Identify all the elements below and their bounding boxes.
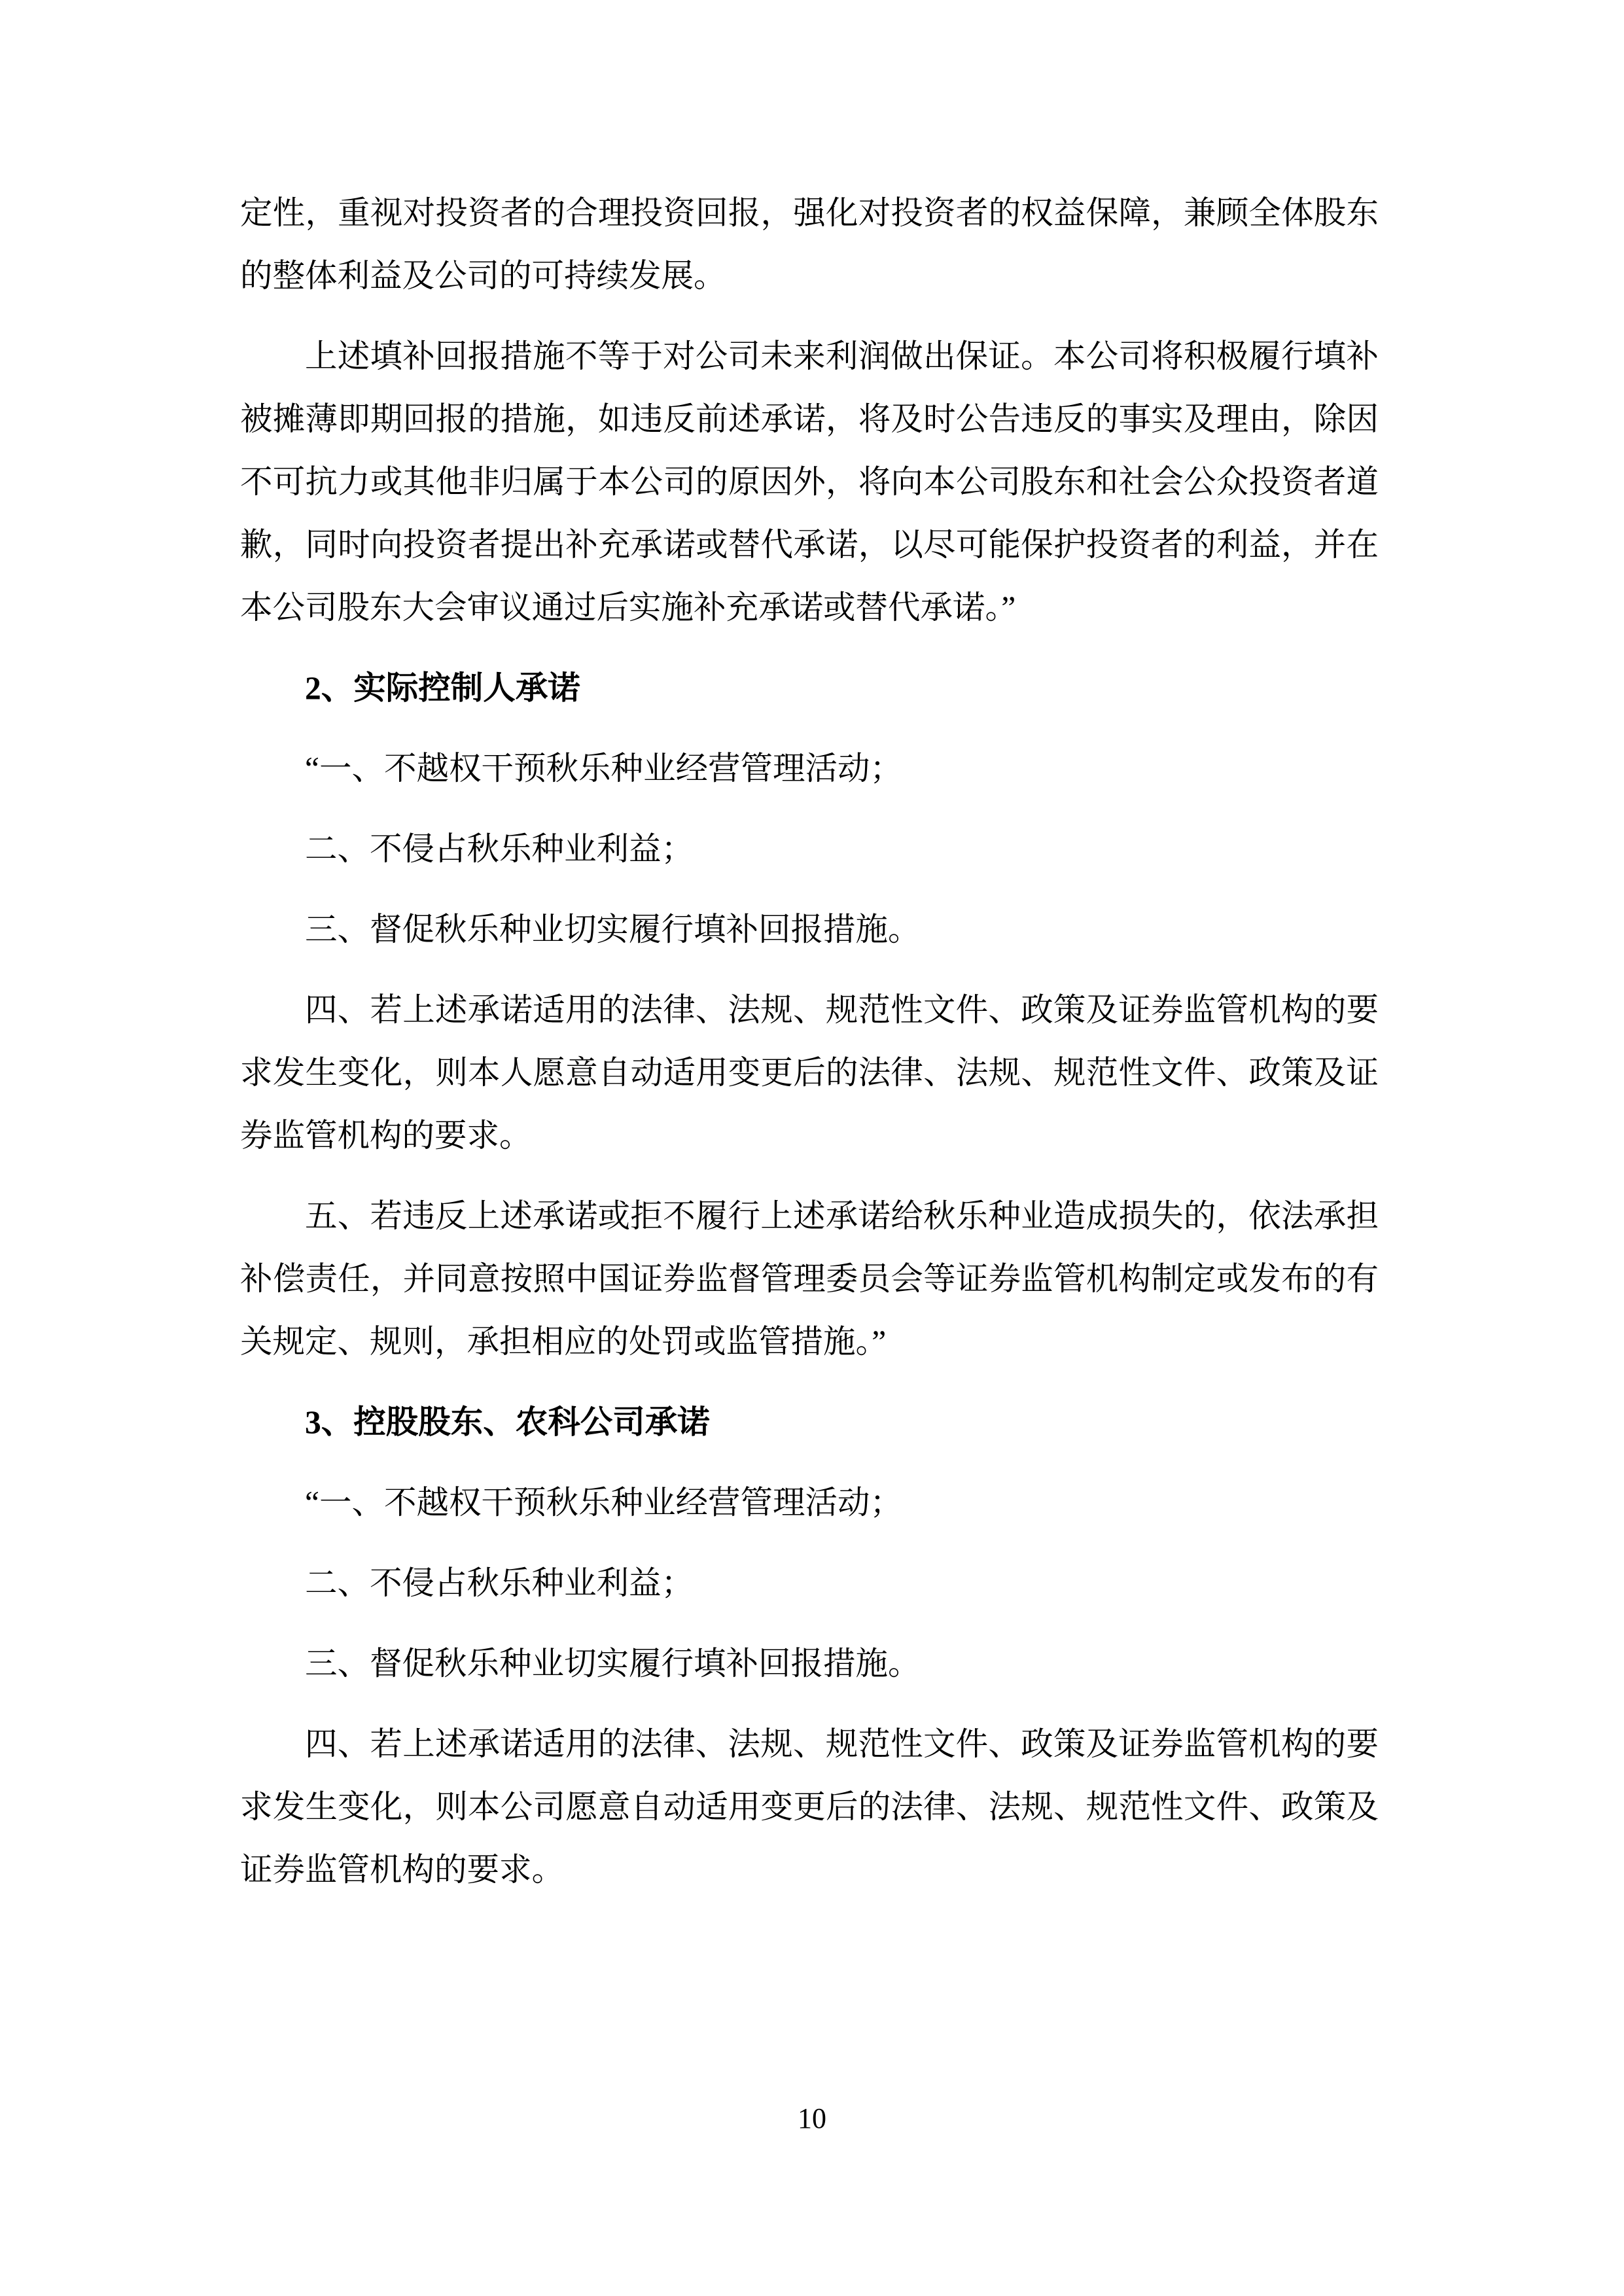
list-item: 二、不侵占秋乐种业利益； <box>305 831 694 867</box>
page-number: 10 <box>798 2102 826 2134</box>
section-heading-shareholder-commitment: 3、控股股东、农科公司承诺 <box>305 1404 710 1440</box>
body-paragraph: 定性，重视对投资者的合理投资回报，强化对投资者的权益保障，兼顾全体股东的整体利益及公司的可持续发展。 <box>240 195 1379 294</box>
list-item: 五、若违反上述承诺或拒不履行上述承诺给秋乐种业造成损失的，依法承担补偿责任，并同意按照中国证券监督管理委员会等证券监管机构制定或发布的有关规定、规则，承担相应的处罚或监管措施。” <box>240 1198 1379 1360</box>
list-item: 四、若上述承诺适用的法律、法规、规范性文件、政策及证券监管机构的要求发生变化，则本公司愿意自动适用变更后的法律、法规、规范性文件、政策及证券监管机构的要求。 <box>240 1726 1379 1888</box>
list-item: 三、督促秋乐种业切实履行填补回报措施。 <box>305 1646 921 1682</box>
body-paragraph: 上述填补回报措施不等于对公司未来利润做出保证。本公司将积极履行填补被摊薄即期回报的措施，如违反前述承诺，将及时公告违反的事实及理由，除因不可抗力或其他非归属于本公司的原因外，将向本公司股东和社会公众投资者道歉，同时向投资者提出补充承诺或替代承诺，以尽可能保护投资者的利益，并在本公司股东大会审议通过后实施补充承诺或替代承诺。” <box>240 338 1379 626</box>
list-item: “一、不越权干预秋乐种业经营管理活动； <box>305 1485 902 1521</box>
document-body <box>240 182 1379 1919</box>
list-item: 二、不侵占秋乐种业利益； <box>305 1565 694 1601</box>
list-item: 四、若上述承诺适用的法律、法规、规范性文件、政策及证券监管机构的要求发生变化，则本人愿意自动适用变更后的法律、法规、规范性文件、政策及证券监管机构的要求。 <box>240 992 1379 1154</box>
list-item: “一、不越权干预秋乐种业经营管理活动； <box>305 751 902 786</box>
section-heading-controller-commitment: 2、实际控制人承诺 <box>305 670 580 706</box>
list-item: 三、督促秋乐种业切实履行填补回报措施。 <box>305 911 921 947</box>
